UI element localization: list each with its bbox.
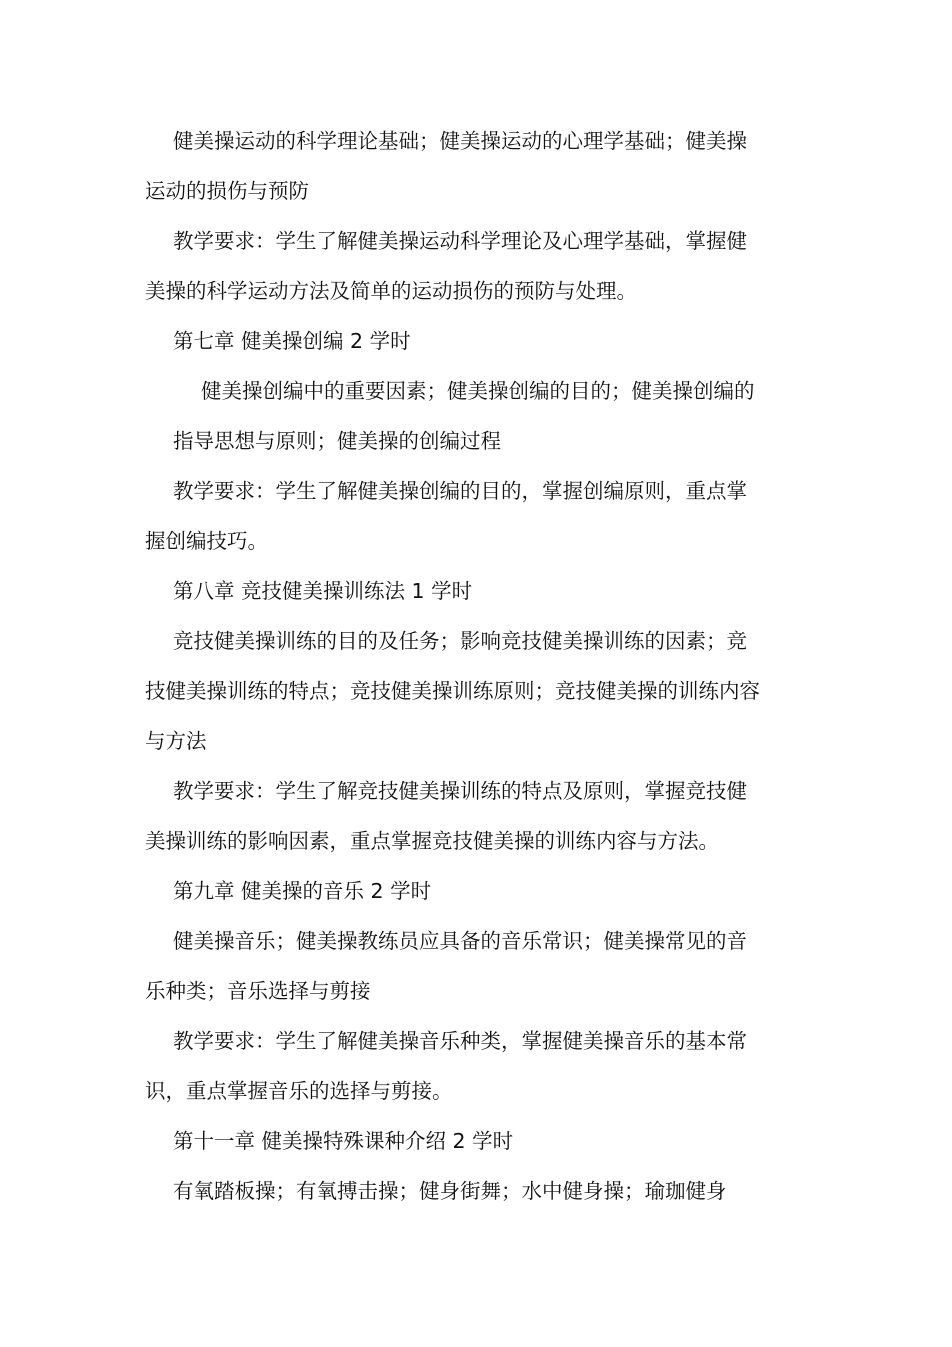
chapter-heading: 第九章 健美操的音乐 2 学时 [173, 879, 432, 903]
paragraph-line: 美操的科学运动方法及简单的运动损伤的预防与处理。 [145, 279, 637, 303]
paragraph-line: 竞技健美操训练的目的及任务；影响竞技健美操训练的因素；竞 [173, 629, 747, 653]
paragraph-line: 与方法 [145, 729, 207, 753]
chapter-heading: 第十一章 健美操特殊课种介绍 2 学时 [173, 1129, 514, 1153]
paragraph-line: 技健美操训练的特点；竞技健美操训练原则；竞技健美操的训练内容 [145, 679, 760, 703]
paragraph-line: 教学要求：学生了解竞技健美操训练的特点及原则，掌握竞技健 [173, 779, 747, 803]
paragraph-line: 教学要求：学生了解健美操创编的目的，掌握创编原则，重点掌 [173, 479, 747, 503]
document-body [145, 116, 813, 1216]
paragraph-line: 运动的损伤与预防 [145, 179, 309, 203]
paragraph-line: 美操训练的影响因素，重点掌握竞技健美操的训练内容与方法。 [145, 829, 719, 853]
paragraph-line: 有氧踏板操；有氧搏击操；健身街舞；水中健身操；瑜珈健身 [173, 1179, 727, 1203]
paragraph-line: 健美操运动的科学理论基础；健美操运动的心理学基础；健美操 [173, 129, 747, 153]
paragraph-line: 识，重点掌握音乐的选择与剪接。 [145, 1079, 453, 1103]
paragraph-line: 乐种类；音乐选择与剪接 [145, 979, 371, 1003]
paragraph-line: 健美操音乐；健美操教练员应具备的音乐常识；健美操常见的音 [173, 929, 747, 953]
paragraph-line: 健美操创编中的重要因素；健美操创编的目的；健美操创编的 [201, 379, 755, 403]
chapter-heading: 第七章 健美操创编 2 学时 [173, 329, 411, 353]
paragraph-line: 教学要求：学生了解健美操运动科学理论及心理学基础，掌握健 [173, 229, 747, 253]
chapter-heading: 第八章 竞技健美操训练法 1 学时 [173, 579, 473, 603]
paragraph-line: 教学要求：学生了解健美操音乐种类，掌握健美操音乐的基本常 [173, 1029, 747, 1053]
paragraph-line: 指导思想与原则；健美操的创编过程 [173, 429, 501, 453]
paragraph-line: 握创编技巧。 [145, 529, 268, 553]
